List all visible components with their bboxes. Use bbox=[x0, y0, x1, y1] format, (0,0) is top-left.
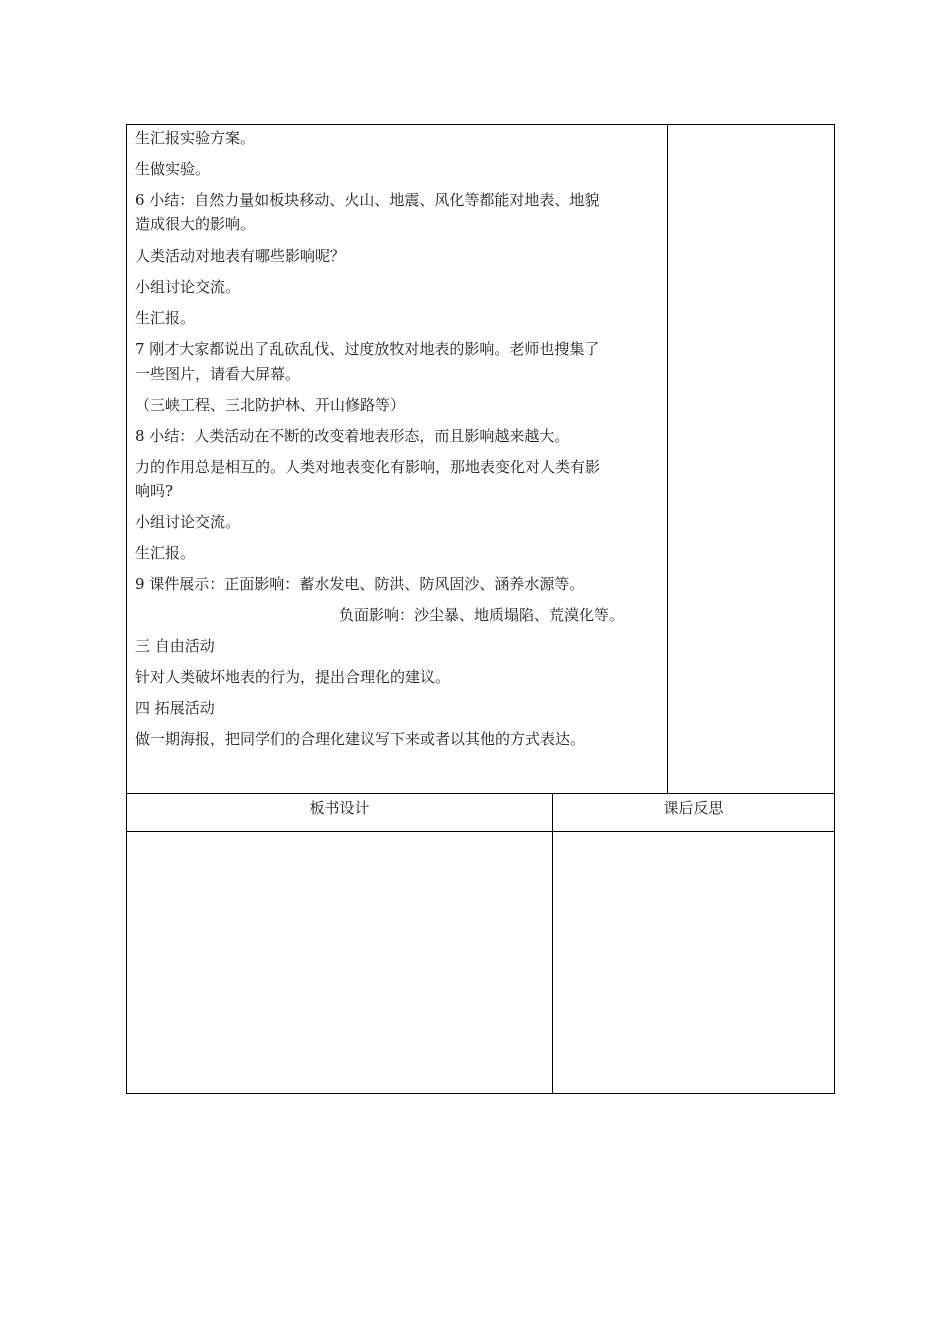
process-line: （三峡工程、三北防护林、开山修路等） bbox=[135, 396, 406, 414]
process-line: 三 自由活动 bbox=[135, 637, 215, 655]
table-right-border bbox=[834, 124, 835, 1094]
process-line: 生汇报实验方案。 bbox=[135, 129, 256, 147]
process-line: 力的作用总是相互的。人类对地表变化有影响，那地表变化对人类有影 bbox=[135, 458, 601, 476]
process-line: 7 刚才大家都说出了乱砍乱伐、过度放牧对地表的影响。老师也搜集了 bbox=[135, 340, 600, 358]
process-line: 小组讨论交流。 bbox=[135, 513, 241, 531]
table-bottom-border bbox=[126, 1093, 835, 1094]
process-line: 生汇报。 bbox=[135, 309, 196, 327]
process-line: 生汇报。 bbox=[135, 544, 196, 562]
section-divider bbox=[126, 793, 835, 794]
board-design-header: 板书设计 bbox=[309, 799, 370, 817]
board-design-cell bbox=[127, 832, 552, 1093]
process-line: 负面影响：沙尘暴、地质塌陷、荒漠化等。 bbox=[339, 606, 625, 624]
process-line: 小组讨论交流。 bbox=[135, 278, 241, 296]
reflection-header: 课后反思 bbox=[663, 799, 724, 817]
process-line: 6 小结：自然力量如板块移动、火山、地震、风化等都能对地表、地貌 bbox=[135, 191, 600, 209]
process-line: 造成很大的影响。 bbox=[135, 215, 256, 233]
process-line: 一些图片，请看大屏幕。 bbox=[135, 365, 301, 383]
notes-column-cell bbox=[668, 125, 834, 793]
process-line: 人类活动对地表有哪些影响呢？ bbox=[135, 247, 346, 265]
process-line: 生做实验。 bbox=[135, 160, 211, 178]
process-line: 响吗? bbox=[135, 482, 174, 500]
process-line: 8 小结：人类活动在不断的改变着地表形态，而且影响越来越大。 bbox=[135, 427, 570, 445]
process-line: 四 拓展活动 bbox=[135, 699, 215, 717]
process-line: 做一期海报，把同学们的合理化建议写下来或者以其他的方式表达。 bbox=[135, 730, 586, 748]
process-line: 针对人类破坏地表的行为，提出合理化的建议。 bbox=[135, 668, 451, 686]
process-line: 9 课件展示：正面影响：蓄水发电、防洪、防风固沙、涵养水源等。 bbox=[135, 575, 585, 593]
reflection-cell bbox=[553, 832, 834, 1093]
